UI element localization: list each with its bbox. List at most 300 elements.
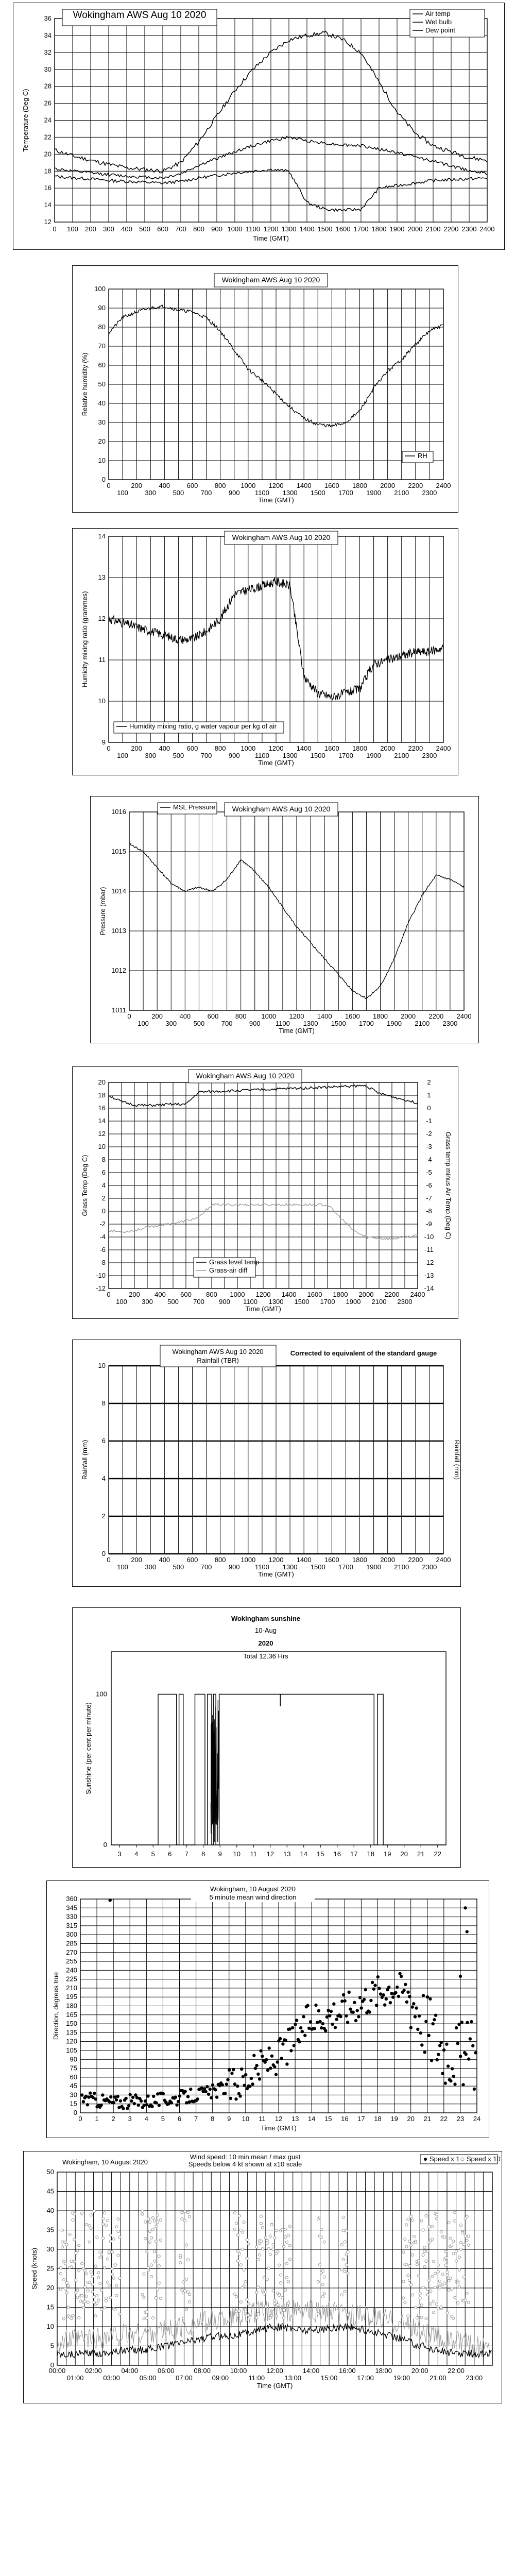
wind-direction-point [332,2002,335,2005]
speed-x10-point [246,2298,248,2301]
y-tick-label: 225 [66,1975,77,1983]
wind-direction-point [373,1984,376,1987]
x-tick-label: 1300 [281,225,297,233]
wind-direction-point [427,2034,431,2037]
speed-x10-point [91,2283,94,2285]
x-tick-label: 16 [341,2115,349,2123]
wind-direction-point [438,2044,441,2047]
y-tick-label: 75 [70,2064,77,2072]
y-tick-label: 10 [98,1143,106,1150]
wind-direction-point [324,2029,327,2032]
x-tick-label: 1200 [268,1556,284,1564]
wind-direction-point [175,2104,178,2107]
wind-direction-point [273,2065,276,2069]
speed-x10-point [272,2244,274,2246]
wind-direction-point [152,2095,155,2098]
speed-x10-point [263,2276,265,2279]
chart-title: Wokingham AWS Aug 10 2020 [232,805,331,813]
speed-x10-point [105,2224,107,2227]
wind-direction-point [150,2105,153,2108]
speed-x10-point [108,2284,110,2286]
y-tick-label: 4 [101,1475,106,1482]
x-tick-label: 800 [214,1556,226,1564]
speed-x10-point [280,2282,282,2284]
speed-x10-point [430,2302,432,2305]
legend-entry: Grass level temp [209,1258,260,1266]
speed-x10-point [420,2304,423,2307]
y2-tick-label: -11 [424,1246,434,1253]
speed-x10-point [244,2312,247,2315]
speed-x10-point [102,2223,105,2226]
wind-speed-chart-panel [23,2151,502,2403]
x-tick-label: 2000 [358,1291,374,1298]
speed-x10-point [431,2225,434,2228]
speed-x10-point [156,2214,159,2216]
x-tick-label: 21:00 [430,2374,447,2382]
wind-direction-point [256,2073,260,2076]
wind-direction-point [357,2015,360,2018]
x-tick-label: 12 [274,2115,283,2123]
speed-x10-point [452,2240,455,2243]
speed-x10-point [416,2316,418,2319]
y-tick-label: 12 [98,1130,106,1138]
speed-x10-point [433,2311,435,2314]
y-tick-label: 45 [70,2082,77,2090]
speed-x10-point [408,2279,411,2282]
y2-tick-label: -2 [426,1130,432,1138]
x-tick-label: 300 [165,1020,177,1027]
wind-direction-point [452,2075,455,2078]
speed-x10-point [83,2300,86,2303]
y-tick-label: 34 [44,31,52,39]
wind-direction-point [116,2095,119,2098]
wind-direction-point [255,2064,258,2067]
wind-direction-point [415,2006,418,2009]
speed-x10-point [79,2300,82,2302]
speed-x10-point [85,2223,88,2226]
speed-x10-point [408,2240,411,2243]
wind-direction-point [330,2010,333,2013]
speed-x10-point [283,2316,285,2319]
speed-x10-point [264,2305,267,2308]
chart-title: Wokingham AWS Aug 10 2020 [232,533,331,541]
speed-x10-point [76,2289,79,2292]
wind-direction-point [455,2026,458,2029]
wind-direction-point [183,2090,186,2093]
y-axis-label: Direction, degrees true [52,1972,60,2040]
x-tick-label: 0 [107,744,111,752]
x-tick-label: 11:00 [248,2374,265,2382]
rainfall-chart [73,1340,460,1586]
wind-direction-point [177,2100,180,2103]
series-line-max-gust [57,2300,491,2358]
speed-x10-point [402,2280,405,2283]
speed-x10-point [467,2301,470,2303]
x-tick-label: 21 [423,2115,431,2123]
speed-x10-point [118,2236,121,2239]
x-tick-label: 100 [116,1298,127,1306]
speed-x10-point [266,2242,268,2244]
wind-direction-point [178,2094,181,2097]
y-tick-label: 1012 [111,967,126,974]
temperature-chart [13,3,504,249]
wind-direction-point [449,2079,452,2082]
speed-x10-point [425,2317,427,2320]
legend-entry: MSL Pressure [173,803,215,811]
speed-x10-point [87,2301,89,2303]
wind-direction-point [293,2044,296,2047]
wind-direction-point [369,1999,372,2002]
speed-x10-point [285,2262,288,2265]
x-tick-label: 13:00 [284,2374,301,2382]
x-tick-label: 1100 [243,1298,258,1306]
speed-x10-point [184,2219,186,2222]
wind-direction-point [405,2001,408,2004]
x-tick-label: 200 [85,225,96,233]
speed-x10-point [444,2250,447,2253]
wind-direction-point [335,2018,338,2021]
speed-x10-point [441,2273,444,2276]
y-tick-label: -2 [99,1220,106,1228]
y-tick-label: 0 [103,1841,107,1849]
x-tick-label: 15 [324,2115,332,2123]
wind-direction-point [122,2107,125,2110]
x-tick-label: 100 [117,1563,128,1571]
sunshine-flicker [211,1696,219,1842]
speed-x10-point [115,2226,118,2228]
x-tick-label: 2400 [479,225,495,233]
chart-title: Wokingham AWS Aug 10 2020 [221,276,320,284]
speed-x10-point [61,2229,63,2231]
chart-total: Total 12.36 Hrs [243,1652,288,1660]
speed-x10-point [420,2219,423,2222]
speed-x10-point [272,2248,274,2250]
x-tick-label: 1100 [254,752,269,759]
speed-x10-point [96,2294,98,2297]
x-tick-label: 2300 [422,489,437,497]
x-tick-label: 13 [283,1850,291,1858]
y-tick-label: 5 [50,2342,54,2350]
x-tick-label: 700 [193,1298,204,1306]
speed-x10-point [104,2212,106,2214]
speed-x10-point [287,2280,289,2283]
x-tick-label: 700 [221,1020,233,1027]
speed-x10-point [449,2237,452,2240]
speed-x10-point [466,2239,468,2242]
speed-x10-point [185,2244,188,2246]
y-axis-label: Relative humidity (%) [81,352,89,416]
x-tick-label: 15:00 [320,2374,338,2382]
x-axis-label: Time (GMT) [279,1027,315,1035]
x-tick-label: 1200 [255,1291,271,1298]
grass-temp-chart-panel [72,1066,458,1319]
speed-x10-point [236,2234,239,2236]
x-tick-label: 2300 [461,225,477,233]
wind-direction-point [259,2049,262,2053]
x-tick-label: 9 [227,2115,231,2123]
speed-x10-point [150,2264,153,2266]
speed-x10-point [281,2312,284,2314]
speed-x10-point [59,2288,62,2291]
wind-direction-point [125,2097,128,2100]
wind-direction-point [353,2001,356,2004]
wind-direction-point [402,1989,405,1992]
x-tick-label: 14:00 [302,2367,320,2375]
wind-direction-point [254,2066,257,2070]
x-tick-label: 00:00 [48,2367,66,2375]
speed-x10-point [111,2267,113,2270]
legend-entry: Air temp [425,10,451,18]
wind-direction-point [298,2040,301,2043]
speed-x10-point [100,2289,103,2292]
speed-x10-point [451,2244,453,2246]
legend-entry: Dew point [425,26,455,34]
wind-direction-point [86,2103,89,2106]
x-tick-label: 8 [211,2115,215,2123]
speed-x10-point [82,2306,84,2309]
x-tick-label: 04:00 [121,2367,139,2375]
speed-x10-point [244,2280,247,2283]
speed-x10-point [115,2294,118,2297]
speed-x10-point [317,2312,319,2315]
speed-x10-point [159,2297,162,2300]
temperature-chart-panel [13,3,505,250]
speed-x10-point [467,2235,470,2238]
speed-x10-point [423,2250,426,2252]
wind-direction-point [430,2059,433,2062]
speed-x10-point [143,2296,145,2299]
wind-direction-point [459,1975,462,1978]
speed-x10-point [423,2265,426,2268]
speed-x10-point [108,2250,110,2253]
x-tick-label: 17:00 [357,2374,374,2382]
y-tick-label: 16 [98,1104,106,1112]
x-tick-label: 100 [67,225,78,233]
wind-direction-point [466,2021,469,2024]
x-tick-label: 300 [103,225,114,233]
x-tick-label: 23:00 [466,2374,483,2382]
x-axis-label: Time (GMT) [261,2124,297,2132]
speed-x10-point [278,2294,281,2296]
speed-x10-point [267,2267,270,2269]
x-tick-label: 2000 [380,744,396,752]
wind-direction-point [385,1997,388,2001]
speed-x10-point [280,2274,282,2276]
y-tick-label: 1011 [112,1006,126,1014]
x-tick-label: 19:00 [393,2374,410,2382]
speed-x10-point [417,2314,420,2316]
speed-x10-point [159,2239,162,2241]
x-tick-label: 500 [173,1563,184,1571]
wind-direction-point [93,2092,96,2095]
speed-x10-point [407,2315,409,2317]
x-tick-label: 400 [159,744,170,752]
speed-x10-point [243,2268,245,2271]
speed-x10-point [466,2292,468,2295]
speed-x10-point [83,2285,86,2288]
wind-direction-point [238,2094,242,2097]
y-axis-label: Pressure (mbar) [99,887,107,936]
x-tick-label: 1000 [241,1556,256,1564]
speed-x10-point [402,2251,405,2253]
wind-direction-point [285,2062,288,2065]
x-tick-label: 10 [242,2115,250,2123]
y-tick-label: 6 [101,1168,106,1176]
x-tick-label: 20 [407,2115,415,2123]
y-tick-label: 60 [98,361,106,369]
speed-x10-point [422,2253,424,2256]
speed-x10-point [284,2235,286,2238]
speed-x10-point [448,2289,450,2291]
x-tick-label: 1800 [371,225,387,233]
speed-x10-point [459,2248,462,2250]
x-tick-label: 1800 [333,1291,348,1298]
wind-direction-point [372,1988,375,1991]
speed-x10-point [257,2286,260,2289]
speed-x10-point [144,2238,147,2240]
x-tick-label: 1800 [352,1556,367,1564]
speed-x10-point [321,2269,324,2272]
wind-direction-point [461,2083,465,2086]
x-tick-label: 200 [131,1556,143,1564]
wind-direction-point [170,2101,173,2104]
chart-year: 2020 [258,1639,273,1647]
x-tick-label: 2000 [380,482,396,489]
speed-x10-point [72,2314,74,2317]
speed-x10-point [238,2252,241,2255]
wind-direction-point [404,1983,407,1986]
wind-direction-point [265,2058,268,2061]
wind-direction-point [418,2014,421,2018]
speed-x10-point [106,2281,109,2283]
y2-tick-label: -12 [424,1259,434,1266]
wind-direction-point [133,2102,136,2105]
x-tick-label: 22 [440,2115,448,2123]
speed-x10-point [238,2214,241,2217]
wind-direction-point [91,2096,94,2099]
y-tick-label: 50 [46,2168,54,2176]
speed-x10-point [68,2233,71,2235]
y-tick-label: 15 [46,2303,54,2311]
x-tick-label: 8 [201,1850,205,1858]
wind-direction-point [466,1930,469,1933]
speed-x10-point [417,2260,420,2262]
wind-direction-point [346,2021,349,2024]
x-tick-label: 300 [142,1298,153,1306]
wind-direction-point [426,1995,429,1998]
x-tick-label: 3 [117,1850,122,1858]
x-tick-label: 11 [250,1850,257,1858]
speed-x10-point [414,2306,417,2309]
x-tick-label: 6 [177,2115,182,2123]
x-tick-label: 6 [168,1850,172,1858]
y-tick-label: 0 [101,476,106,483]
y-axis-label: Sunshine (per cent per minute) [84,1702,92,1794]
wind-direction-point [474,2051,477,2054]
y2-tick-label: 0 [427,1104,431,1112]
speed-x10-point [64,2262,66,2265]
x-tick-label: 700 [200,1563,212,1571]
speed-x10-point [243,2284,245,2287]
speed-x10-point [321,2283,324,2286]
y-tick-label: 210 [66,1984,77,1992]
speed-x10-point [345,2230,348,2232]
y-tick-label: 45 [46,2187,54,2195]
wind-direction-point [276,2060,279,2063]
plot-frame [111,1652,446,1845]
wind-direction-point [289,2049,293,2052]
speed-x10-point [454,2296,456,2299]
y-tick-label: 18 [98,1091,106,1099]
x-tick-label: 14 [300,1850,307,1858]
wind-direction-point [356,2009,359,2012]
wind-direction-point [280,2057,283,2060]
x-tick-label: 800 [206,1291,217,1298]
y2-tick-label: -3 [426,1143,432,1150]
speed-x10-point [340,2268,343,2271]
x-tick-label: 1900 [366,1563,382,1571]
x-tick-label: 1900 [346,1298,361,1306]
x-tick-label: 03:00 [103,2374,120,2382]
speed-x10-point [344,2241,346,2243]
speed-x10-point [269,2253,271,2256]
x-tick-label: 2400 [410,1291,425,1298]
x-tick-label: 600 [186,744,198,752]
speed-x10-point [238,2310,241,2312]
x-tick-label: 1900 [366,489,382,497]
wind-direction-point [225,2082,228,2086]
speed-x10-point [255,2291,258,2294]
wind-direction-point [420,2043,423,2046]
x-tick-label: 17 [350,1850,358,1858]
y-tick-label: 16 [44,184,52,192]
speed-x10-point [88,2281,91,2283]
y-axis-label: Grass Temp (Deg C) [81,1155,89,1216]
speed-x10-point [264,2291,267,2293]
wind-direction-point [428,1997,432,2001]
speed-x10-point [243,2221,245,2224]
speed-x10-point [182,2317,185,2320]
x-axis-label: Time (GMT) [253,234,289,242]
speed-x10-point [345,2264,348,2266]
x-tick-label: 500 [173,752,184,759]
wind-direction-point [203,2087,206,2090]
wind-direction-point [295,2019,298,2022]
x-tick-label: 1400 [296,744,312,752]
speed-x10-point [347,2251,349,2253]
x-tick-label: 600 [207,1012,219,1020]
y-tick-label: 40 [98,399,106,407]
wind-direction-point [383,2003,386,2006]
wind-direction-point [130,2099,133,2103]
speed-x10-point [188,2215,191,2218]
y-tick-label: 255 [66,1957,77,1965]
chart-title: Wokingham, 10 August 2020 [210,1885,296,1893]
x-tick-label: 1800 [352,482,367,489]
speed-x10-point [239,2264,242,2266]
grass-temperature-chart [73,1067,458,1318]
wind-direction-point [211,2083,214,2087]
x-tick-label: 2400 [436,1556,451,1564]
speed-x10-point [267,2247,270,2250]
x-tick-label: 2200 [408,482,423,489]
wind-direction-point [226,2078,229,2081]
wind-direction-point [215,2096,218,2099]
speed-x10-point [340,2294,343,2296]
speed-x10-point [285,2276,288,2279]
y2-axis-label: Grass temp minus Air Temp (Deg C) [444,1131,452,1240]
speed-x10-point [273,2236,276,2239]
